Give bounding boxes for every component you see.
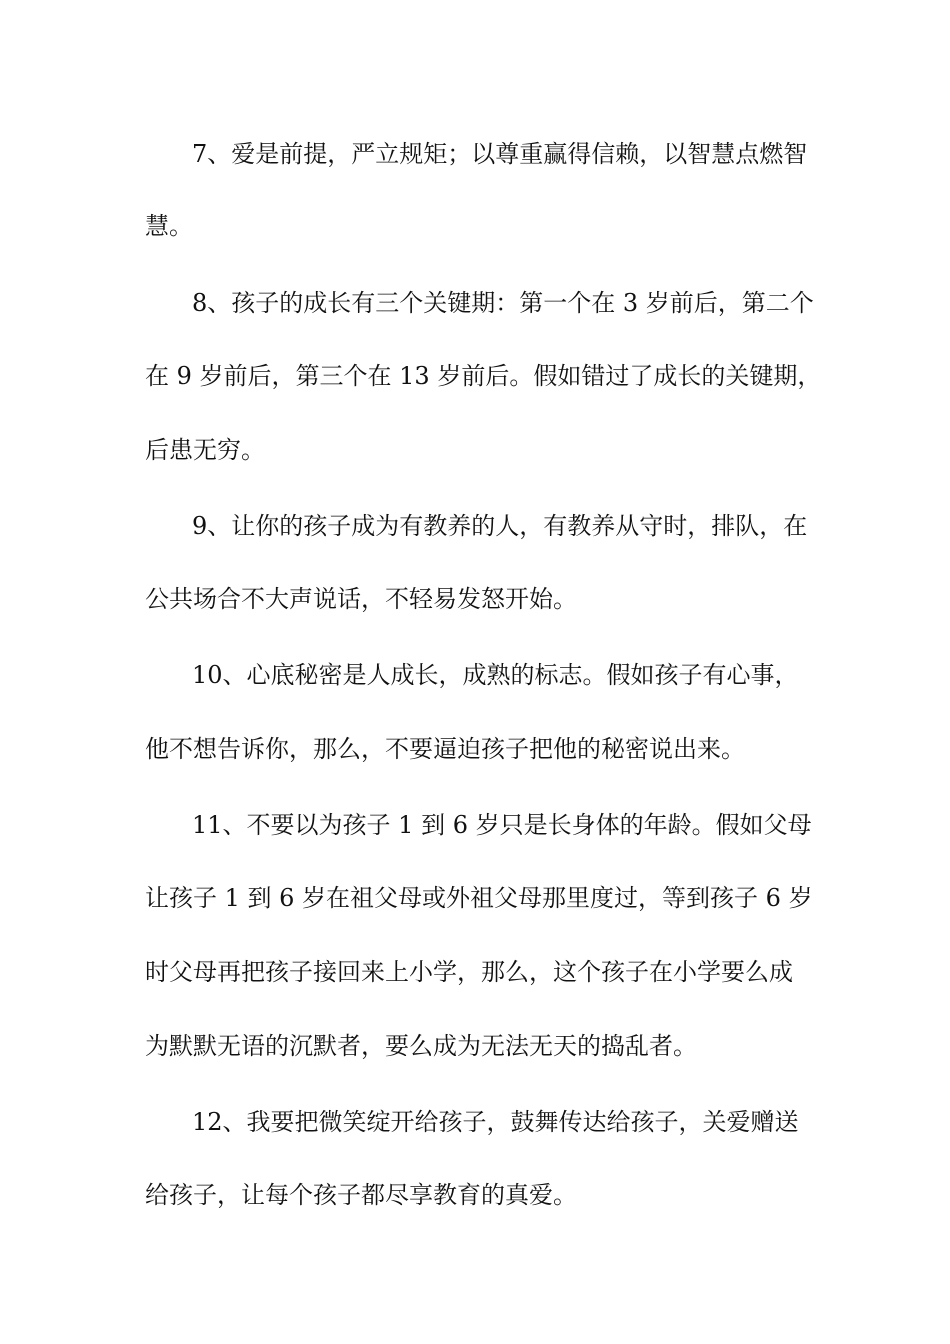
paragraph-7-line-2: 慧。 bbox=[145, 212, 193, 240]
paragraph-12-line-1: 12、我要把微笑绽开给孩子，鼓舞传达给孩子，关爱赠送 bbox=[192, 1108, 799, 1136]
paragraph-8-line-2: 在 9 岁前后，第三个在 13 岁前后。假如错过了成长的关键期， bbox=[145, 362, 822, 390]
paragraph-9-line-2: 公共场合不大声说话，不轻易发怒开始。 bbox=[145, 585, 577, 613]
paragraph-11-line-1: 11、不要以为孩子 1 到 6 岁只是长身体的年龄。假如父母 bbox=[192, 811, 812, 839]
paragraph-12-line-2: 给孩子，让每个孩子都尽享教育的真爱。 bbox=[145, 1181, 577, 1209]
paragraph-10-line-1: 10、心底秘密是人成长，成熟的标志。假如孩子有心事， bbox=[192, 661, 799, 689]
paragraph-11-line-3: 时父母再把孩子接回来上小学，那么，这个孩子在小学要么成 bbox=[145, 958, 793, 986]
paragraph-11-line-2: 让孩子 1 到 6 岁在祖父母或外祖父母那里度过，等到孩子 6 岁 bbox=[145, 884, 813, 912]
paragraph-9-line-1: 9、让你的孩子成为有教养的人，有教养从守时，排队，在 bbox=[192, 512, 808, 540]
paragraph-10-line-2: 他不想告诉你，那么，不要逼迫孩子把他的秘密说出来。 bbox=[145, 735, 745, 763]
paragraph-11-line-4: 为默默无语的沉默者，要么成为无法无天的捣乱者。 bbox=[145, 1032, 697, 1060]
paragraph-8-line-3: 后患无穷。 bbox=[145, 436, 265, 464]
paragraph-8-line-1: 8、孩子的成长有三个关键期：第一个在 3 岁前后，第二个 bbox=[192, 289, 814, 317]
paragraph-7-line-1: 7、爱是前提，严立规矩；以尊重赢得信赖，以智慧点燃智 bbox=[192, 140, 808, 168]
